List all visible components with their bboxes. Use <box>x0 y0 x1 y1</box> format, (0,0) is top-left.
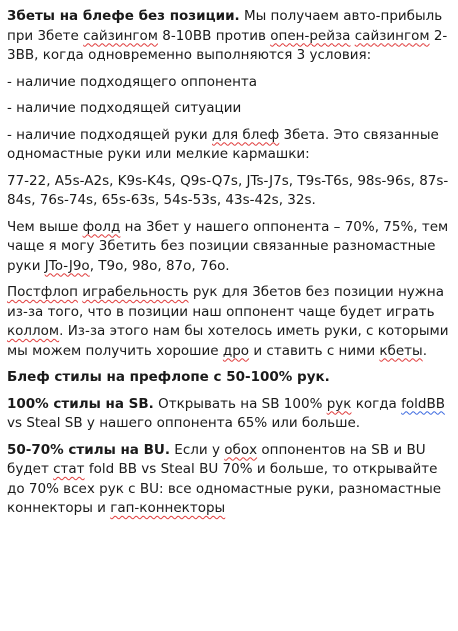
paragraph-3bet-bluff-intro: 3беты на блефе без позиции. Мы получаем авто-прибыль при 3бете сайзингом 8-10BB против опен-рейза сайзингом 2-3BB, когда одновременно выполняются 3 условия: <box>7 8 448 63</box>
paragraph-postflop-playability: Постфлоп играбельность рук для 3бетов без позиции нужна из-за того, что в позиции наш оппонент чаще будет играть коллом. Из-за этого нам бы хотелось иметь руки, с которыми мы можем получить хорошие дро и ставить с ними кбеты. <box>7 284 449 359</box>
paragraph-sb-steal: 100% стилы на SB. Открывать на SB 100% рук когда foldBB vs Steal SB у нашего оппонента 65% или больше. <box>7 395 445 431</box>
condition-hand: - наличие подходящей руки для блеф 3бета. Это связанные одномастные руки или мелкие кармашки: <box>7 126 439 162</box>
heading-3bet-bluff: 3беты на блефе без позиции. <box>7 8 240 24</box>
heading-sb-steal: 100% стилы на SB. <box>7 395 154 412</box>
hand-range-list: 77-22, A5s-A2s, K9s-K4s, Q9s-Q7s, JTs-J7s, T9s-T6s, 98s-96s, 87s-84s, 76s-74s, 65s-63s, 54s-53s, 43s-42s, 32s. <box>7 172 449 208</box>
heading-bu-steal: 50-70% стилы на BU. <box>7 441 171 458</box>
paragraph-fold-to-3bet: Чем выше фолд на 3бет у нашего оппонента – 70%, 75%, тем чаще я могу 3бетить без позиции связанные разномастные руки JTo-J9o, T9o, 98o, 87o, 76o. <box>7 218 449 274</box>
heading-bluff-steals: Блеф стилы на префлопе с 50-100% рук. <box>7 369 330 385</box>
paragraph-bu-steal: 50-70% стилы на BU. Если у обох оппонентов на SB и BU будет стат fold BB vs Steal BU 70% и больше, то открывайте до 70% всех рук с BU: все одномастные руки, разномастные коннекторы и гап-коннекторы <box>7 441 442 516</box>
condition-situation: - наличие подходящей ситуации <box>7 100 242 116</box>
condition-opponent: - наличие подходящего оппонента <box>7 73 258 90</box>
